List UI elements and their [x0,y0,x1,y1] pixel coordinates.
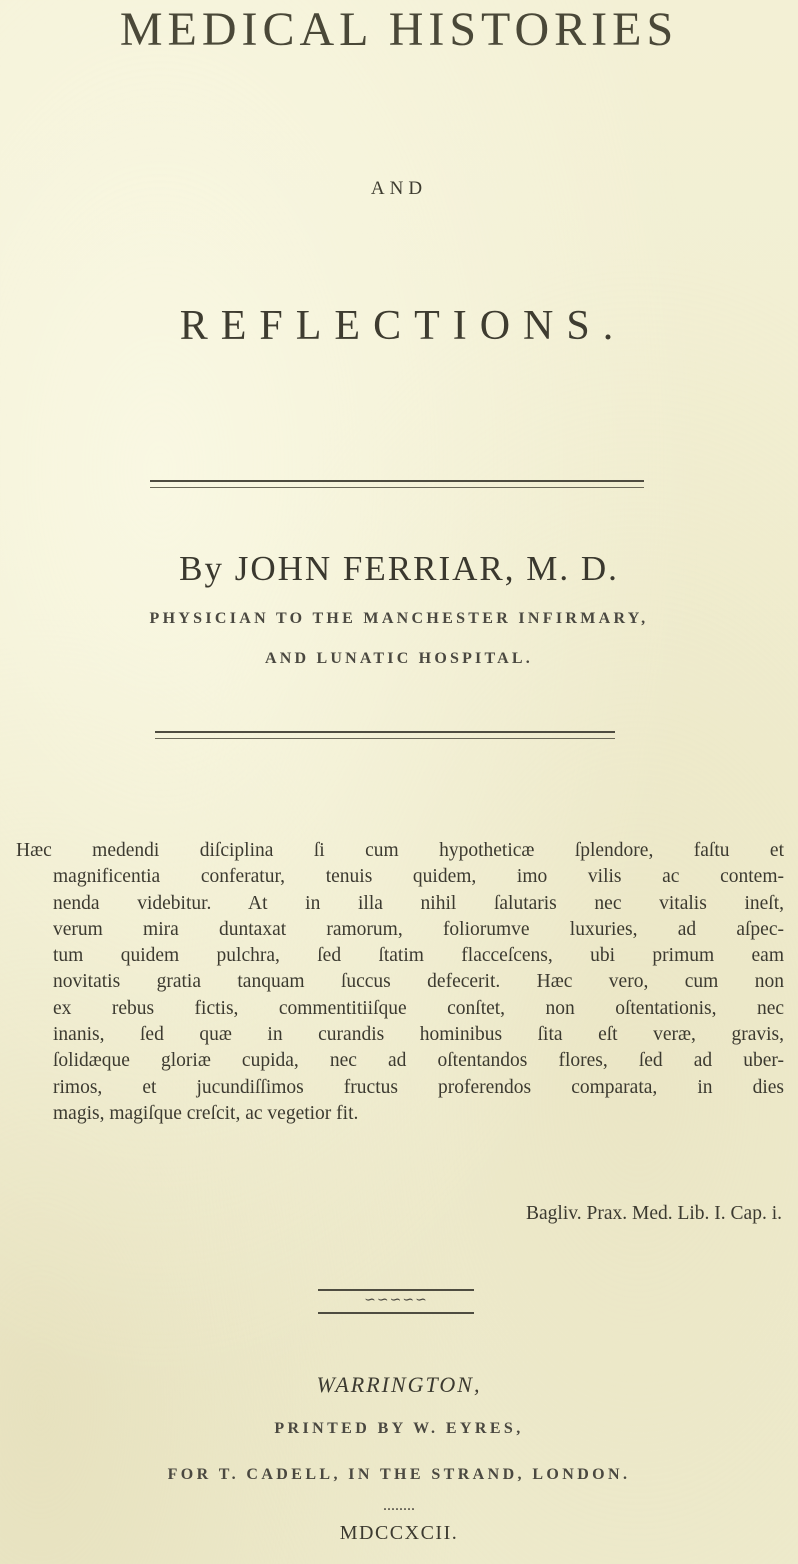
imprint-year: MDCCXCII. [339,1522,459,1544]
ornament-rule [318,1312,474,1314]
latin-epigraph [16,838,784,1127]
epigraph-line: magnificentia conferatur, tenuis quidem, imo vilis ac contem- [53,866,784,888]
epigraph-line: verum mira duntaxat ramorum, foliorumve luxuries, ad aſpec- [53,918,784,940]
epigraph-line: nenda videbitur. At in illa nihil ſalutaris nec vitalis ineſt, [53,892,784,914]
scroll-ornament-icon: ∽∽∽∽∽ [364,1293,428,1308]
book-title-line-1: MEDICAL HISTORIES [119,3,679,56]
dotted-separator: ········ [382,1502,415,1516]
epigraph-line: ſolidæque gloriæ cupida, nec ad oſtentandos flores, ſed ad uber- [53,1050,784,1072]
epigraph-line: tum quidem pulchra, ſed ſtatim flacceſcens, ubi primum eam [53,945,784,967]
imprint-printer: PRINTED BY W. EYRES, [274,1420,524,1437]
author-affiliation-line-1: PHYSICIAN TO THE MANCHESTER INFIRMARY, [149,610,649,627]
epigraph-line: Hæc medendi diſciplina ſi cum hypotheticæ ſplendore, faſtu et [16,840,784,861]
epigraph-line: inanis, ſed quæ in curandis hominibus ſita eſt veræ, gravis, [53,1024,784,1046]
imprint-place: WARRINGTON, [316,1372,482,1397]
book-title-line-2: REFLECTIONS. [179,303,627,349]
epigraph-line: novitatis gratia tanquam ſuccus defecerit. Hæc vero, cum non [53,971,784,993]
epigraph-line: rimos, et jucundiſſimos fructus proferendos comparata, in dies [53,1076,784,1098]
epigraph-citation: Bagliv. Prax. Med. Lib. I. Cap. i. [526,1203,782,1224]
epigraph-line: ex rebus fictis, commentitiiſque conſtet, non oſtentationis, nec [53,997,784,1019]
double-rule-divider [155,731,615,739]
imprint-publisher: FOR T. CADELL, IN THE STRAND, LONDON. [167,1466,631,1483]
book-title-conjunction: AND [370,178,428,199]
author-affiliation-line-2: AND LUNATIC HOSPITAL. [265,650,533,667]
epigraph-line: magis, magiſque creſcit, ac vegetior fit. [53,1102,359,1124]
printers-ornament [318,1289,474,1314]
double-rule-divider [150,480,644,488]
ornament-rule [318,1289,474,1291]
author-line: By JOHN FERRIAR, M. D. [179,549,619,588]
